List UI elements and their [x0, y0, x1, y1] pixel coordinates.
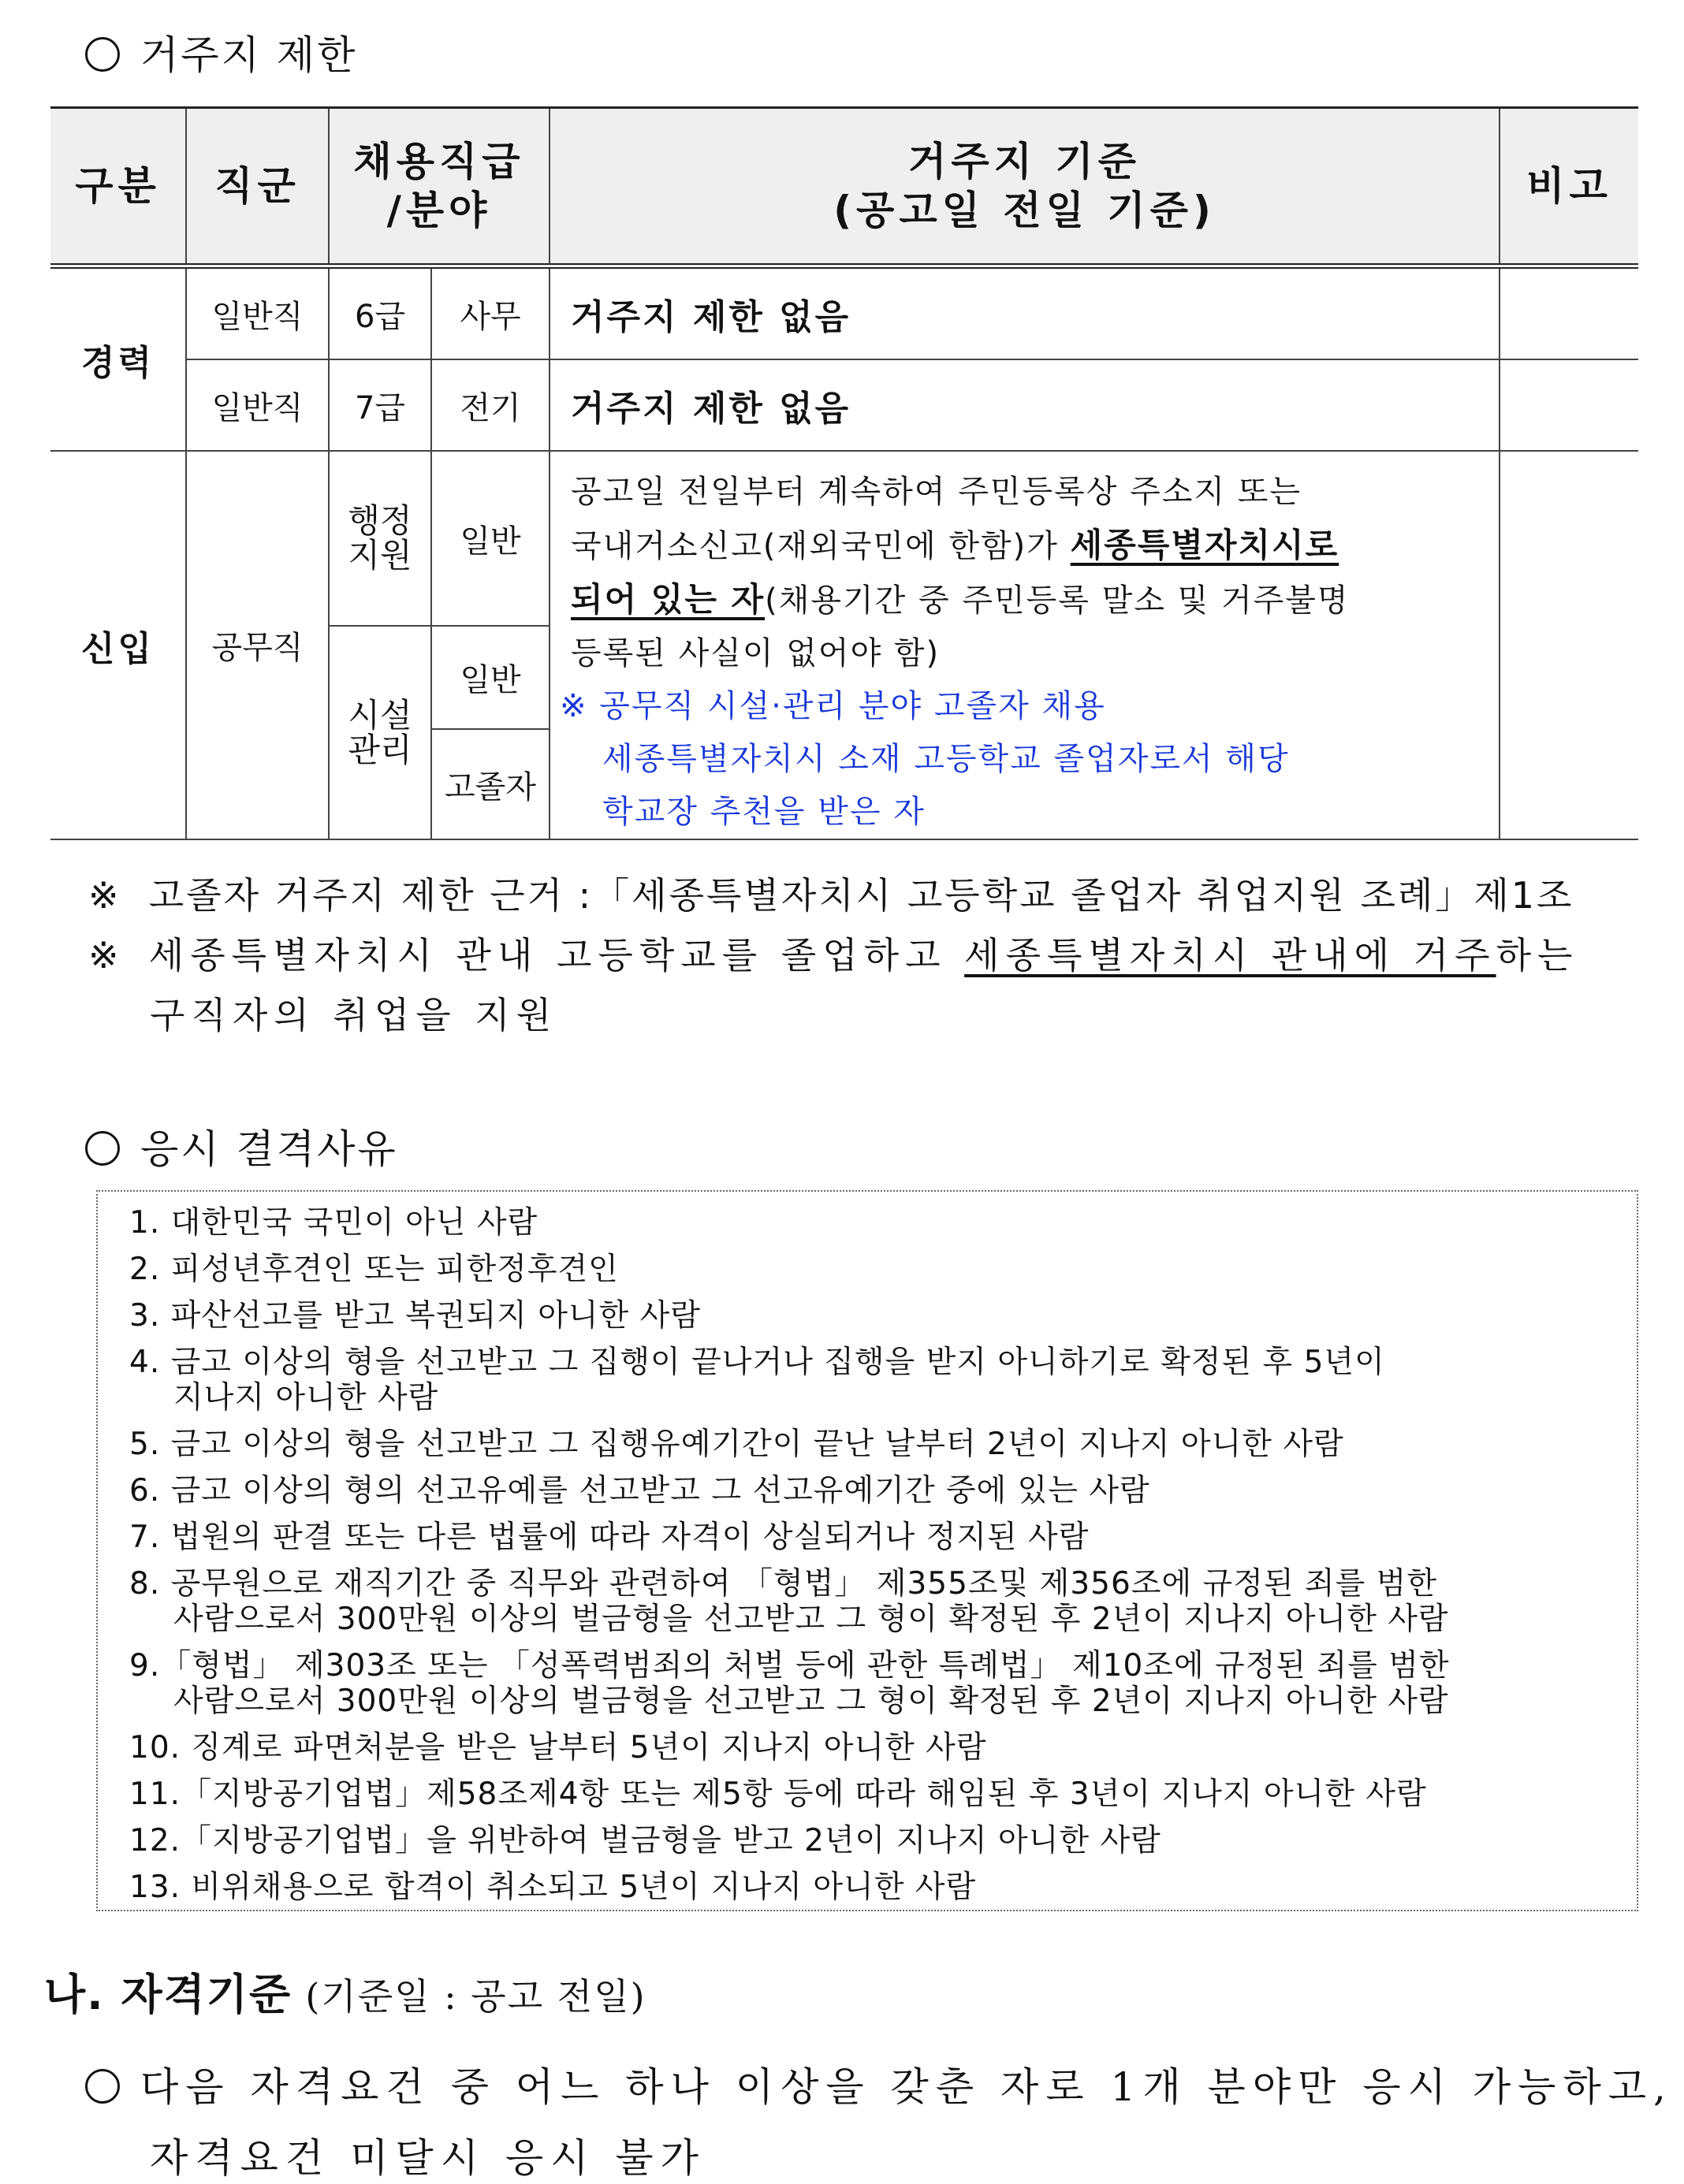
qualification-title: 나. 자격기준 (기준일 : 공고 전일) — [44, 1970, 646, 2019]
list-item: 13. 비위채용으로 합격이 취소되고 5년이 지나지 아니한 사람 — [129, 1870, 977, 1905]
circle-bullet-icon — [85, 1131, 120, 1166]
table-row — [50, 451, 1638, 626]
list-item: 11.「지방공기업법」제58조제4항 또는 제5항 등에 따라 해임된 후 3년이 지나지 아니한 사람 — [129, 1777, 1427, 1812]
list-item: 1. 대한민국 국민이 아닌 사람 — [129, 1205, 538, 1241]
cell-new-criteria: 공고일 전일부터 계속하여 주민등록상 주소지 또는 국내거소신고(재외국민에 한함)가 세종특별자치시로 되어 있는 자(채용기간 중 주민등록 말소 및 거주불명 등록된 사실이 없어야 함) ※ 공무직 시설·관리 분야 고졸자 채용 세종특별자치시 소재 고등학교 졸업자로서 해당 학교장 추천을 받은 자 — [550, 451, 1500, 839]
table-row — [50, 266, 1638, 360]
list-item: 12.「지방공기업법」을 위반하여 벌금형을 받고 2년이 지나지 아니한 사람 — [129, 1823, 1161, 1858]
header-category: 구분 — [50, 108, 186, 266]
list-item: 지나지 아니한 사람 — [173, 1380, 439, 1416]
cell-field: 고졸자 — [431, 729, 550, 839]
cell-criteria: 거주지 제한 없음 — [550, 266, 1500, 360]
table-row — [50, 359, 1638, 451]
cell-field: 일반 — [431, 626, 550, 729]
table-header-row — [50, 108, 1638, 266]
list-item: 사람으로서 300만원 이상의 벌금형을 선고받고 그 형이 확정된 후 2년이 지나지 아니한 사람 — [173, 1602, 1449, 1637]
circle-bullet-icon — [85, 2069, 120, 2104]
cell-admin-support: 행정 지원 — [329, 451, 431, 626]
note-legal-basis: ※ 고졸자 거주지 제한 근거 :「세종특별자치시 고등학교 졸업자 취업지원 조례」제1조 — [88, 874, 1574, 917]
cell-job: 일반직 — [186, 359, 329, 451]
header-job-group: 직군 — [186, 108, 329, 266]
list-item: 4. 금고 이상의 형을 선고받고 그 집행이 끝나거나 집행을 받지 아니하기로 확정된 후 5년이 — [129, 1345, 1385, 1380]
list-item: 9.「형법」 제303조 또는 「성폭력범죄의 처벌 등에 관한 특례법」 제10조에 규정된 죄를 범한 — [129, 1648, 1450, 1684]
cell-remarks — [1500, 451, 1638, 839]
cell-grade: 6급 — [329, 266, 431, 360]
cell-job: 일반직 — [186, 266, 329, 360]
group-career: 경력 — [50, 266, 186, 452]
cell-criteria: 거주지 제한 없음 — [550, 359, 1500, 451]
header-grade-field: 채용직급 /분야 — [329, 108, 550, 266]
disqualification-heading: 응시 결격사유 — [85, 1118, 398, 1174]
cell-remarks — [1500, 266, 1638, 360]
residence-heading: 거주지 제한 — [85, 24, 357, 80]
list-item: 7. 법원의 판결 또는 다른 법률에 따라 자격이 상실되거나 정지된 사람 — [129, 1520, 1090, 1555]
header-criteria: 거주지 기준 (공고일 전일 기준) — [550, 108, 1500, 266]
cell-remarks — [1500, 359, 1638, 451]
list-item: 10. 징계로 파면처분을 받은 날부터 5년이 지나지 아니한 사람 — [129, 1730, 987, 1765]
list-item: 2. 피성년후견인 또는 피한정후견인 — [129, 1252, 619, 1287]
residence-table — [50, 106, 1638, 840]
list-item: 6. 금고 이상의 형의 선고유예를 선고받고 그 선고유예기간 중에 있는 사람 — [129, 1473, 1150, 1509]
list-item: 3. 파산선고를 받고 복권되지 아니한 사람 — [129, 1298, 701, 1334]
list-item: 5. 금고 이상의 형을 선고받고 그 집행유예기간이 끝난 날부터 2년이 지나지 아니한 사람 — [129, 1427, 1344, 1462]
circle-bullet-icon — [85, 37, 120, 72]
cell-field: 일반 — [431, 451, 550, 626]
cell-field: 사무 — [431, 266, 550, 360]
cell-grade: 7급 — [329, 359, 431, 451]
disqualification-box — [96, 1190, 1638, 1911]
note-purpose: ※ 세종특별자치시 관내 고등학교를 졸업하고 세종특별자치시 관내에 거주하는 — [88, 934, 1579, 977]
list-item: 사람으로서 300만원 이상의 벌금형을 선고받고 그 형이 확정된 후 2년이 지나지 아니한 사람 — [173, 1684, 1449, 1719]
cell-job: 공무직 — [186, 451, 329, 839]
cell-facility-management: 시설 관리 — [329, 626, 431, 839]
group-new: 신입 — [50, 451, 186, 839]
header-remarks: 비고 — [1500, 108, 1638, 266]
qualification-line2: 자격요건 미달시 응시 불가 — [150, 2135, 706, 2181]
list-item: 8. 공무원으로 재직기간 중 직무와 관련하여 「형법」 제355조및 제356조에 규정된 죄를 범한 — [129, 1566, 1438, 1602]
qualification-line1: 다음 자격요건 중 어느 하나 이상을 갖춘 자로 1개 분야만 응시 가능하고, — [85, 2056, 1673, 2112]
cell-field: 전기 — [431, 359, 550, 451]
note-purpose-cont: 구직자의 취업을 지원 — [150, 994, 558, 1036]
